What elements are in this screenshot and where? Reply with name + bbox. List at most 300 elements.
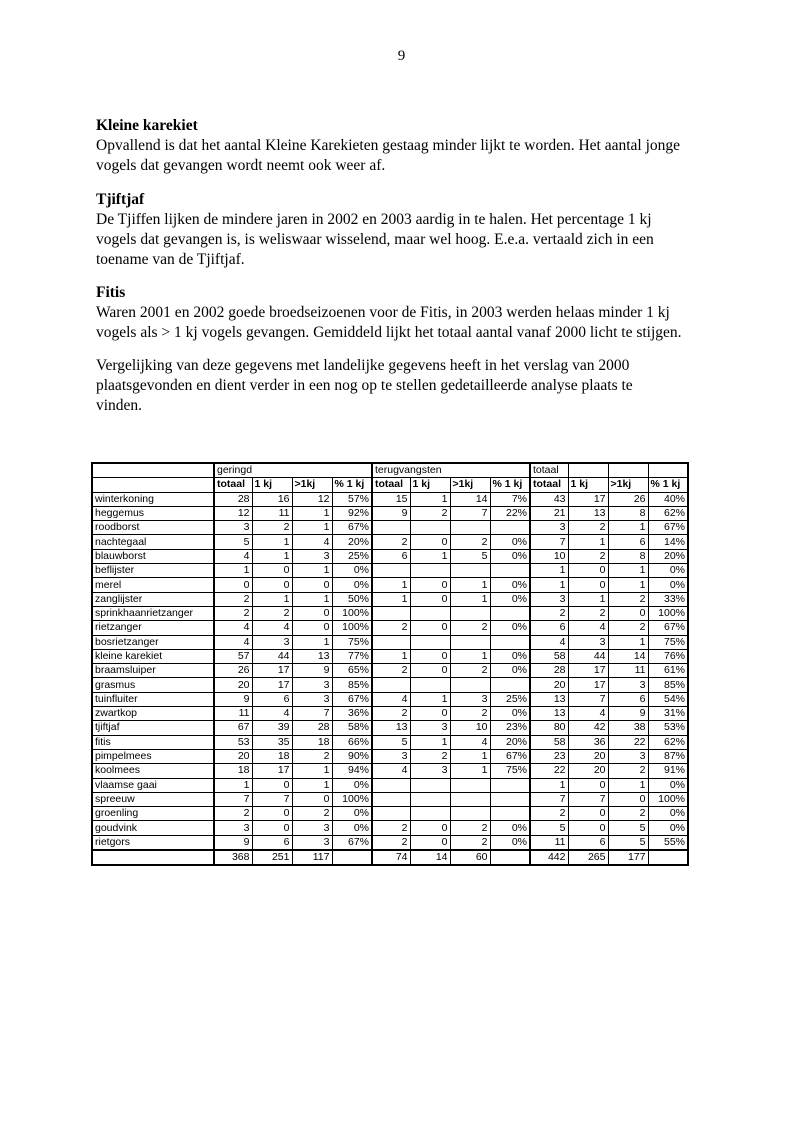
- species-name-cell: nachtegaal: [92, 535, 214, 549]
- value-cell: 2: [608, 592, 648, 606]
- value-cell: 18: [292, 735, 332, 749]
- total-cell: 117: [292, 850, 332, 865]
- value-cell: [450, 635, 490, 649]
- value-cell: 6: [252, 835, 292, 850]
- table-row: [92, 606, 688, 620]
- value-cell: 0%: [648, 578, 688, 592]
- value-cell: 7: [252, 792, 292, 806]
- value-cell: 53%: [648, 721, 688, 735]
- value-cell: 6: [608, 535, 648, 549]
- value-cell: 76%: [648, 649, 688, 663]
- value-cell: 1: [608, 635, 648, 649]
- total-cell: 368: [214, 850, 252, 865]
- species-name-cell: zanglijster: [92, 592, 214, 606]
- total-cell: 74: [372, 850, 410, 865]
- value-cell: 3: [530, 521, 568, 535]
- species-name-cell: groenling: [92, 807, 214, 821]
- table-row: [92, 778, 688, 792]
- value-cell: 22: [530, 764, 568, 778]
- value-cell: 3: [410, 764, 450, 778]
- value-cell: 20: [214, 749, 252, 763]
- value-cell: 1: [292, 564, 332, 578]
- value-cell: 0: [568, 564, 608, 578]
- value-cell: 31%: [648, 707, 688, 721]
- value-cell: 43: [530, 492, 568, 506]
- value-cell: [410, 606, 450, 620]
- value-cell: 2: [450, 707, 490, 721]
- value-cell: 1: [214, 564, 252, 578]
- value-cell: 17: [568, 492, 608, 506]
- value-cell: 1: [252, 592, 292, 606]
- value-cell: 3: [292, 835, 332, 850]
- value-cell: 0: [252, 778, 292, 792]
- value-cell: [410, 678, 450, 692]
- value-cell: 4: [450, 735, 490, 749]
- value-cell: 1: [410, 549, 450, 563]
- section-heading: Kleine karekiet: [96, 117, 198, 134]
- subheader-1kj: 1 kj: [252, 478, 292, 492]
- value-cell: 65%: [332, 664, 372, 678]
- value-cell: 2: [214, 807, 252, 821]
- value-cell: [410, 635, 450, 649]
- value-cell: 21: [530, 506, 568, 520]
- value-cell: 0%: [490, 664, 530, 678]
- value-cell: 2: [450, 535, 490, 549]
- paragraph-line: Vergelijking van deze gegevens met landelijke gegevens heeft in het verslag van 2000: [96, 357, 630, 374]
- species-name-cell: tjiftjaf: [92, 721, 214, 735]
- value-cell: 0%: [490, 621, 530, 635]
- value-cell: 7: [530, 535, 568, 549]
- species-name-cell: roodborst: [92, 521, 214, 535]
- table-totals-row: [92, 850, 688, 865]
- value-cell: 2: [410, 506, 450, 520]
- value-cell: 1: [292, 778, 332, 792]
- value-cell: 14: [608, 649, 648, 663]
- value-cell: 1: [450, 649, 490, 663]
- value-cell: 3: [292, 821, 332, 835]
- value-cell: 0: [292, 578, 332, 592]
- value-cell: 5: [608, 835, 648, 850]
- value-cell: 44: [252, 649, 292, 663]
- value-cell: 0%: [490, 649, 530, 663]
- value-cell: 3: [608, 749, 648, 763]
- table-row: [92, 764, 688, 778]
- value-cell: 0: [410, 821, 450, 835]
- total-cell: 265: [568, 850, 608, 865]
- section-vergelijking: [96, 356, 716, 416]
- subheader-pct1kj: % 1 kj: [332, 478, 372, 492]
- table-row: [92, 821, 688, 835]
- value-cell: 22: [608, 735, 648, 749]
- paragraph-line: plaatsgevonden en dient verder in een nog op te stellen gedetailleerde analyse plaats te: [96, 377, 633, 394]
- value-cell: 2: [568, 606, 608, 620]
- value-cell: 0: [410, 649, 450, 663]
- species-name-cell: koolmees: [92, 764, 214, 778]
- value-cell: 1: [292, 635, 332, 649]
- table-row: [92, 835, 688, 850]
- value-cell: 3: [568, 635, 608, 649]
- value-cell: 3: [530, 592, 568, 606]
- value-cell: 4: [530, 635, 568, 649]
- value-cell: 3: [410, 721, 450, 735]
- value-cell: 17: [568, 664, 608, 678]
- value-cell: 4: [214, 621, 252, 635]
- value-cell: 9: [214, 692, 252, 706]
- value-cell: 5: [608, 821, 648, 835]
- species-name-cell: heggemus: [92, 506, 214, 520]
- value-cell: 0%: [490, 835, 530, 850]
- value-cell: 3: [372, 749, 410, 763]
- value-cell: 7: [568, 792, 608, 806]
- value-cell: 8: [608, 549, 648, 563]
- section-heading: Tjiftjaf: [96, 191, 145, 208]
- value-cell: 23%: [490, 721, 530, 735]
- value-cell: 0%: [648, 821, 688, 835]
- value-cell: 5: [530, 821, 568, 835]
- value-cell: 62%: [648, 506, 688, 520]
- value-cell: 0%: [332, 807, 372, 821]
- table-row: [92, 592, 688, 606]
- value-cell: [372, 792, 410, 806]
- page-number: 9: [397, 48, 406, 64]
- value-cell: 0: [568, 778, 608, 792]
- table-row: [92, 564, 688, 578]
- value-cell: 4: [252, 707, 292, 721]
- value-cell: 28: [214, 492, 252, 506]
- value-cell: 100%: [648, 606, 688, 620]
- section-kleine-karekiet: [96, 116, 716, 176]
- value-cell: 2: [372, 664, 410, 678]
- value-cell: 67%: [332, 521, 372, 535]
- value-cell: 4: [292, 535, 332, 549]
- value-cell: 100%: [648, 792, 688, 806]
- value-cell: [410, 564, 450, 578]
- value-cell: 58: [530, 649, 568, 663]
- value-cell: 2: [608, 807, 648, 821]
- value-cell: 0: [608, 606, 648, 620]
- value-cell: [372, 521, 410, 535]
- value-cell: 5: [450, 549, 490, 563]
- subheader-totaal: totaal: [214, 478, 252, 492]
- value-cell: 2: [372, 621, 410, 635]
- value-cell: 3: [292, 549, 332, 563]
- value-cell: 7: [568, 692, 608, 706]
- value-cell: 3: [292, 692, 332, 706]
- value-cell: 0: [410, 578, 450, 592]
- value-cell: 6: [372, 549, 410, 563]
- value-cell: 11: [530, 835, 568, 850]
- value-cell: 2: [530, 606, 568, 620]
- paragraph-line: De Tjiffen lijken de mindere jaren in 2002 en 2003 aardig in te halen. Het percentage 1 kj: [96, 211, 652, 228]
- value-cell: 67%: [332, 692, 372, 706]
- totals-label-cell: [92, 850, 214, 865]
- value-cell: 85%: [332, 678, 372, 692]
- value-cell: 3: [450, 692, 490, 706]
- value-cell: 10: [530, 549, 568, 563]
- section-fitis: [96, 283, 716, 343]
- value-cell: 61%: [648, 664, 688, 678]
- value-cell: 58: [530, 735, 568, 749]
- value-cell: [372, 564, 410, 578]
- value-cell: 92%: [332, 506, 372, 520]
- species-name-cell: sprinkhaanrietzanger: [92, 606, 214, 620]
- value-cell: 1: [450, 749, 490, 763]
- value-cell: 0%: [332, 564, 372, 578]
- value-cell: 7%: [490, 492, 530, 506]
- value-cell: 0: [410, 664, 450, 678]
- value-cell: 0%: [332, 778, 372, 792]
- value-cell: 80: [530, 721, 568, 735]
- value-cell: [410, 521, 450, 535]
- value-cell: 17: [252, 664, 292, 678]
- value-cell: 2: [252, 521, 292, 535]
- value-cell: 22%: [490, 506, 530, 520]
- value-cell: 0%: [490, 821, 530, 835]
- ringing-data-table: [91, 462, 689, 866]
- value-cell: 2: [568, 549, 608, 563]
- value-cell: 0: [568, 821, 608, 835]
- value-cell: 1: [568, 592, 608, 606]
- value-cell: 54%: [648, 692, 688, 706]
- value-cell: 0: [410, 707, 450, 721]
- value-cell: 75%: [648, 635, 688, 649]
- value-cell: 6: [568, 835, 608, 850]
- total-cell: 442: [530, 850, 568, 865]
- table-row: [92, 707, 688, 721]
- value-cell: 1: [410, 492, 450, 506]
- value-cell: 0%: [648, 778, 688, 792]
- subheader-1kj: 1 kj: [410, 478, 450, 492]
- empty-header-cell: [648, 463, 688, 478]
- value-cell: 2: [214, 606, 252, 620]
- paragraph-line: vogels dat gevangen wordt neemt ook weer af.: [96, 157, 386, 174]
- value-cell: 17: [252, 678, 292, 692]
- species-name-cell: zwartkop: [92, 707, 214, 721]
- value-cell: 7: [214, 792, 252, 806]
- value-cell: 25%: [332, 549, 372, 563]
- value-cell: 40%: [648, 492, 688, 506]
- value-cell: 0: [252, 564, 292, 578]
- value-cell: 0: [252, 821, 292, 835]
- value-cell: [490, 678, 530, 692]
- value-cell: 67%: [648, 521, 688, 535]
- value-cell: 44: [568, 649, 608, 663]
- value-cell: 0: [292, 606, 332, 620]
- value-cell: 0%: [490, 578, 530, 592]
- value-cell: 0: [608, 792, 648, 806]
- value-cell: 100%: [332, 606, 372, 620]
- value-cell: 2: [372, 835, 410, 850]
- value-cell: 0: [252, 807, 292, 821]
- value-cell: 0: [568, 807, 608, 821]
- total-cell: 251: [252, 850, 292, 865]
- group-header-totaal: totaal: [530, 463, 568, 478]
- value-cell: 1: [450, 578, 490, 592]
- value-cell: 13: [530, 707, 568, 721]
- value-cell: 1: [214, 778, 252, 792]
- value-cell: 53: [214, 735, 252, 749]
- value-cell: 15: [372, 492, 410, 506]
- table-row: [92, 664, 688, 678]
- value-cell: 2: [372, 535, 410, 549]
- value-cell: 1: [292, 592, 332, 606]
- value-cell: 4: [568, 707, 608, 721]
- species-name-cell: winterkoning: [92, 492, 214, 506]
- table-row: [92, 506, 688, 520]
- value-cell: 2: [450, 664, 490, 678]
- value-cell: [450, 778, 490, 792]
- value-cell: 9: [214, 835, 252, 850]
- value-cell: 62%: [648, 735, 688, 749]
- value-cell: 38: [608, 721, 648, 735]
- value-cell: 1: [252, 535, 292, 549]
- subheader-totaal: totaal: [530, 478, 568, 492]
- value-cell: 0: [410, 621, 450, 635]
- value-cell: 6: [608, 692, 648, 706]
- value-cell: 11: [252, 506, 292, 520]
- value-cell: 67%: [648, 621, 688, 635]
- value-cell: 3: [608, 678, 648, 692]
- total-cell: [490, 850, 530, 865]
- paragraph-line: vogels als > 1 kj vogels gevangen. Gemiddeld lijkt het totaal aantal vanaf 2000 licht te stijgen.: [96, 324, 682, 341]
- table-subheader-row: [92, 478, 688, 492]
- section-tjiftjaf: [96, 190, 716, 270]
- value-cell: 2: [608, 621, 648, 635]
- value-cell: 4: [568, 621, 608, 635]
- value-cell: 2: [292, 807, 332, 821]
- table-row: [92, 792, 688, 806]
- value-cell: [410, 807, 450, 821]
- table-row: [92, 549, 688, 563]
- value-cell: 0: [410, 835, 450, 850]
- subheader-name-cell: [92, 478, 214, 492]
- table-body: [92, 463, 688, 865]
- paragraph-line: vogels dat gevangen is, is weliswaar wisselend, maar wel hoog. E.e.a. vertaald zich in een: [96, 231, 654, 248]
- species-name-cell: braamsluiper: [92, 664, 214, 678]
- value-cell: 1: [410, 735, 450, 749]
- value-cell: 0%: [648, 564, 688, 578]
- value-cell: 94%: [332, 764, 372, 778]
- value-cell: 1: [530, 778, 568, 792]
- value-cell: 0: [252, 578, 292, 592]
- value-cell: 85%: [648, 678, 688, 692]
- value-cell: 8: [608, 506, 648, 520]
- table-row: [92, 521, 688, 535]
- value-cell: 0%: [490, 592, 530, 606]
- value-cell: [450, 521, 490, 535]
- value-cell: 57: [214, 649, 252, 663]
- value-cell: 2: [450, 821, 490, 835]
- value-cell: 1: [608, 521, 648, 535]
- table-row: [92, 735, 688, 749]
- empty-header-cell: [568, 463, 608, 478]
- value-cell: 77%: [332, 649, 372, 663]
- species-name-cell: bosrietzanger: [92, 635, 214, 649]
- value-cell: 50%: [332, 592, 372, 606]
- value-cell: 39: [252, 721, 292, 735]
- species-name-cell: spreeuw: [92, 792, 214, 806]
- value-cell: 7: [450, 506, 490, 520]
- value-cell: 1: [410, 692, 450, 706]
- value-cell: 67%: [490, 749, 530, 763]
- value-cell: 1: [608, 564, 648, 578]
- value-cell: 10: [450, 721, 490, 735]
- species-name-cell: fitis: [92, 735, 214, 749]
- value-cell: 75%: [332, 635, 372, 649]
- value-cell: 3: [214, 821, 252, 835]
- value-cell: [372, 635, 410, 649]
- value-cell: [410, 778, 450, 792]
- table-row: [92, 535, 688, 549]
- species-name-cell: grasmus: [92, 678, 214, 692]
- value-cell: 0: [410, 535, 450, 549]
- value-cell: 1: [608, 778, 648, 792]
- value-cell: 1: [372, 578, 410, 592]
- value-cell: 58%: [332, 721, 372, 735]
- value-cell: 0: [410, 592, 450, 606]
- value-cell: 0: [568, 578, 608, 592]
- value-cell: [490, 564, 530, 578]
- subheader-gt1kj: >1kj: [292, 478, 332, 492]
- value-cell: 1: [530, 564, 568, 578]
- value-cell: 2: [372, 707, 410, 721]
- value-cell: 9: [372, 506, 410, 520]
- paragraph-line: Waren 2001 en 2002 goede broedseizoenen voor de Fitis, in 2003 werden helaas minder 1 kj: [96, 304, 670, 321]
- value-cell: 100%: [332, 621, 372, 635]
- value-cell: 4: [372, 764, 410, 778]
- value-cell: 2: [372, 821, 410, 835]
- value-cell: [490, 635, 530, 649]
- species-name-cell: tuinfluiter: [92, 692, 214, 706]
- subheader-pct1kj: % 1 kj: [490, 478, 530, 492]
- value-cell: 25%: [490, 692, 530, 706]
- value-cell: 5: [214, 535, 252, 549]
- species-name-cell: goudvink: [92, 821, 214, 835]
- value-cell: 66%: [332, 735, 372, 749]
- value-cell: 26: [214, 664, 252, 678]
- value-cell: [450, 678, 490, 692]
- value-cell: 91%: [648, 764, 688, 778]
- value-cell: 0%: [490, 707, 530, 721]
- value-cell: 42: [568, 721, 608, 735]
- value-cell: [372, 807, 410, 821]
- value-cell: 2: [608, 764, 648, 778]
- value-cell: 12: [214, 506, 252, 520]
- value-cell: [372, 678, 410, 692]
- value-cell: 2: [214, 592, 252, 606]
- table-row: [92, 692, 688, 706]
- value-cell: [490, 807, 530, 821]
- value-cell: 4: [252, 621, 292, 635]
- value-cell: 13: [372, 721, 410, 735]
- value-cell: 13: [292, 649, 332, 663]
- value-cell: 20: [568, 749, 608, 763]
- value-cell: 2: [568, 521, 608, 535]
- subheader-gt1kj: >1kj: [608, 478, 648, 492]
- value-cell: 1: [530, 578, 568, 592]
- value-cell: 0%: [490, 535, 530, 549]
- paragraph-line: Opvallend is dat het aantal Kleine Karekieten gestaag minder lijkt te worden. Het aantal jonge: [96, 137, 681, 154]
- species-name-cell: kleine karekiet: [92, 649, 214, 663]
- value-cell: 1: [568, 535, 608, 549]
- value-cell: 33%: [648, 592, 688, 606]
- value-cell: [372, 606, 410, 620]
- value-cell: 3: [292, 678, 332, 692]
- value-cell: [450, 807, 490, 821]
- table-row: [92, 649, 688, 663]
- value-cell: 6: [252, 692, 292, 706]
- value-cell: 7: [530, 792, 568, 806]
